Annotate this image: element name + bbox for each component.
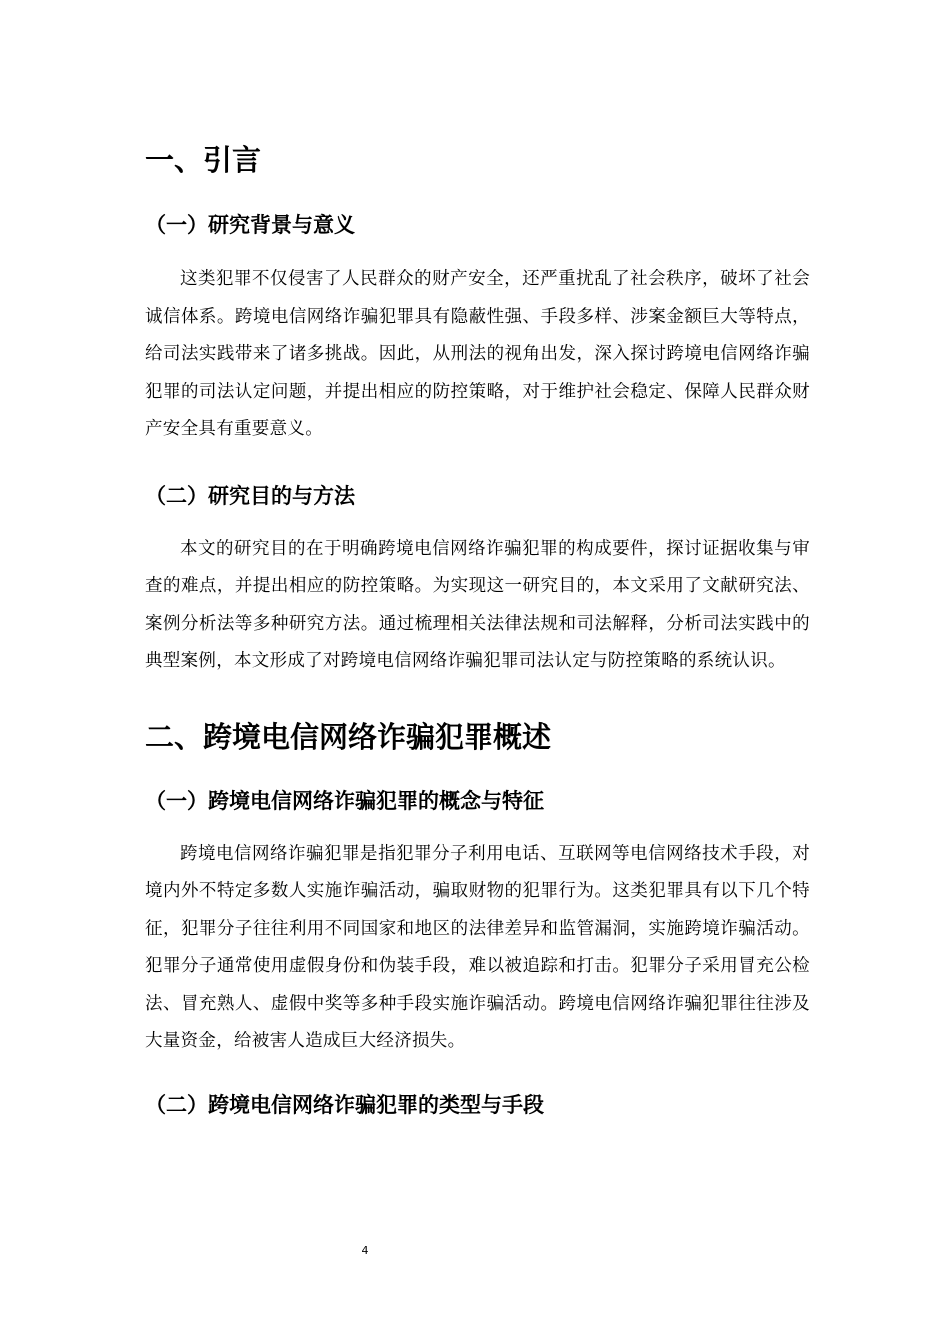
page-content xyxy=(145,140,810,1120)
section-heading-introduction: 一、引言 xyxy=(145,143,262,177)
subsection-heading-background: （一）研究背景与意义 xyxy=(145,213,355,237)
subsection-heading-concept: （一）跨境电信网络诈骗犯罪的概念与特征 xyxy=(145,788,544,813)
paragraph-background: 这类犯罪不仅侵害了人民群众的财产安全，还严重扰乱了社会秩序，破坏了社会诚信体系。跨境电信网络诈骗犯罪具有隐蔽性强、手段多样、涉案金额巨大等特点，给司法实践带来了诸多挑战。因此，从刑法的视角出发，深入探讨跨境电信网络诈骗犯罪的司法认定问题，并提出相应的防控策略，对于维护社会稳定、保障人民群众财产安全具有重要意义。 xyxy=(145,269,810,439)
subsection-heading-types: （二）跨境电信网络诈骗犯罪的类型与手段 xyxy=(145,1092,544,1117)
subsection-heading-purpose: （二）研究目的与方法 xyxy=(145,483,355,508)
section-heading-overview: 二、跨境电信网络诈骗犯罪概述 xyxy=(145,719,552,754)
paragraph-purpose: 本文的研究目的在于明确跨境电信网络诈骗犯罪的构成要件，探讨证据收集与审查的难点，并提出相应的防控策略。为实现这一研究目的，本文采用了文献研究法、案例分析法等多种研究方法。通过梳理相关法律法规和司法解释，分析司法实践中的典型案例，本文形成了对跨境电信网络诈骗犯罪司法认定与防控策略的系统认识。 xyxy=(145,538,810,671)
page-number: 4 xyxy=(361,1244,369,1257)
paragraph-concept: 跨境电信网络诈骗犯罪是指犯罪分子利用电话、互联网等电信网络技术手段，对境内外不特定多数人实施诈骗活动，骗取财物的犯罪行为。这类犯罪具有以下几个特征，犯罪分子往往利用不同国家和地区的法律差异和监管漏洞，实施跨境诈骗活动。犯罪分子通常使用虚假身份和伪装手段，难以被追踪和打击。犯罪分子采用冒充公检法、冒充熟人、虚假中奖等多种手段实施诈骗活动。跨境电信网络诈骗犯罪往往涉及大量资金，给被害人造成巨大经济损失。 xyxy=(145,843,810,1051)
